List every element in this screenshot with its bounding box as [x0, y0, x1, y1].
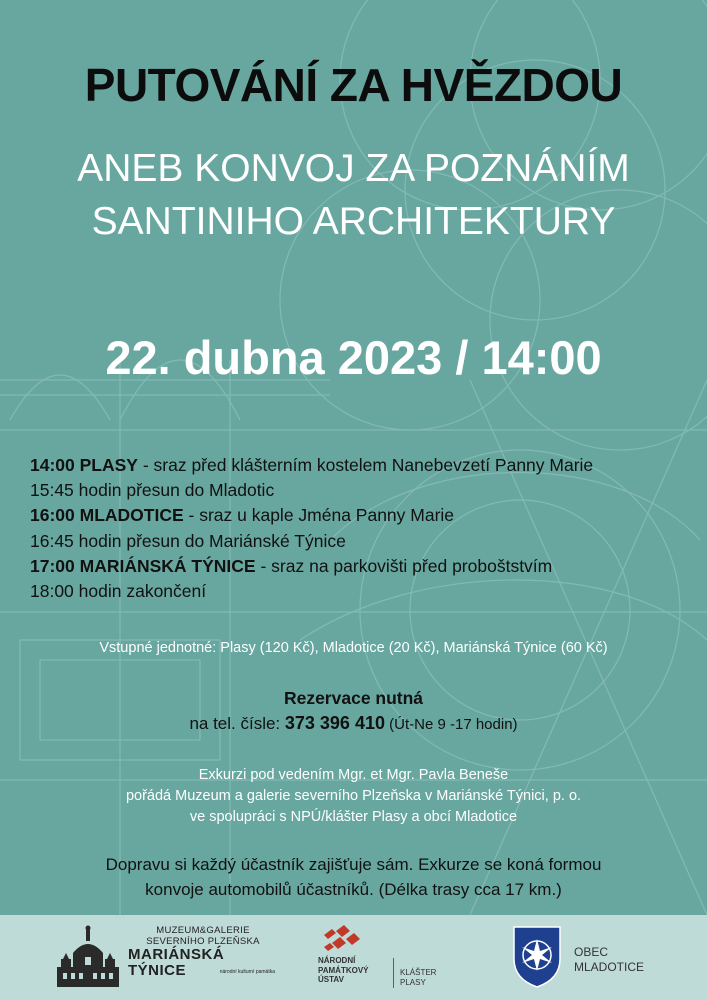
obec-logo-text	[574, 945, 644, 975]
subtitle-line: ANEB KONVOJ ZA POZNÁNÍM	[77, 147, 630, 190]
schedule-stop: 16:00 MLADOTICE	[30, 505, 184, 526]
phone-number: 373 396 410	[284, 713, 385, 733]
reservation-title: Rezervace nutná	[283, 688, 424, 708]
plasy-line: KLÁŠTER	[400, 968, 437, 977]
muzeum-line: národní kulturní památka	[219, 969, 275, 975]
schedule-stop: 17:00 MARIÁNSKÁ TÝNICE	[30, 555, 256, 576]
muzeum-line: MUZEUM&GALERIE	[156, 925, 250, 936]
organizer-line: pořádá Muzeum a galerie severního Plzeňska v Mariánské Týnici, p. o.	[125, 788, 582, 804]
poster-subtitle	[0, 142, 707, 248]
muzeum-line: MARIÁNSKÁ	[128, 946, 225, 963]
schedule-row	[30, 579, 700, 604]
schedule-row	[30, 554, 700, 579]
poster-title: PUTOVÁNÍ ZA HVĚZDOU	[84, 59, 623, 111]
schedule-text: 18:00 hodin zakončení	[30, 581, 207, 602]
reservation-prefix: na tel. čísle:	[189, 714, 285, 733]
obec-line: OBEC	[574, 945, 609, 959]
reservation-hours: (Út-Ne 9 -17 hodin)	[384, 716, 518, 733]
npu-line: PAMÁTKOVÝ	[318, 965, 369, 975]
admission-fees: Vstupné jednotné: Plasy (120 Kč), Mladotice (20 Kč), Mariánská Týnice (60 Kč)	[99, 640, 608, 656]
npu-logo	[318, 923, 458, 995]
organizer-line: ve spolupráci s NPÚ/klášter Plasy a obcí Mladotice	[189, 809, 518, 825]
npu-logo-text	[318, 956, 369, 985]
npu-mark-icon	[320, 925, 364, 955]
castle-icon	[55, 923, 121, 993]
event-date: 22. dubna 2023 / 14:00	[105, 331, 602, 384]
organizers	[0, 765, 707, 828]
schedule-row	[30, 503, 700, 528]
schedule-row	[30, 453, 700, 478]
schedule-text: 15:45 hodin přesun do Mladotic	[30, 480, 275, 501]
transport-note	[0, 852, 707, 902]
coat-of-arms-icon	[512, 925, 562, 989]
muzeum-logo	[55, 923, 285, 995]
klaster-plasy-text	[400, 968, 436, 987]
logo-footer	[0, 915, 707, 1000]
schedule-list	[30, 453, 700, 604]
muzeum-logo-text	[123, 925, 283, 979]
schedule-row	[30, 529, 700, 554]
schedule-text: 16:45 hodin přesun do Mariánské Týnice	[30, 530, 346, 551]
muzeum-line: SEVERNÍHO PLZEŇSKA	[146, 936, 260, 947]
obec-line: MLADOTICE	[574, 960, 645, 974]
schedule-text: - sraz před klášterním kostelem Nanebevzetí Panny Marie	[137, 455, 594, 475]
muzeum-line: TÝNICE	[128, 962, 187, 979]
transport-line: konvoje automobilů účastníků. (Délka trasy cca 17 km.)	[145, 880, 562, 899]
subtitle-line: SANTINIHO ARCHITEKTURY	[91, 200, 616, 243]
schedule-stop: 14:00 PLASY	[30, 455, 138, 475]
schedule-text: - sraz na parkovišti před proboštstvím	[255, 555, 553, 576]
reservation-phone-line	[0, 713, 707, 734]
obec-logo	[512, 925, 682, 995]
npu-line: ÚSTAV	[318, 975, 344, 984]
transport-line: Dopravu si každý účastník zajišťuje sám. Exkurze se koná formou	[105, 855, 602, 874]
plasy-line: PLASY	[400, 977, 426, 987]
schedule-row	[30, 478, 700, 503]
npu-line: NÁRODNÍ	[318, 956, 356, 965]
organizer-line: Exkurzi pod vedením Mgr. et Mgr. Pavla Beneše	[198, 767, 509, 783]
npu-separator	[393, 958, 394, 988]
schedule-text: - sraz u kaple Jména Panny Marie	[183, 505, 455, 526]
